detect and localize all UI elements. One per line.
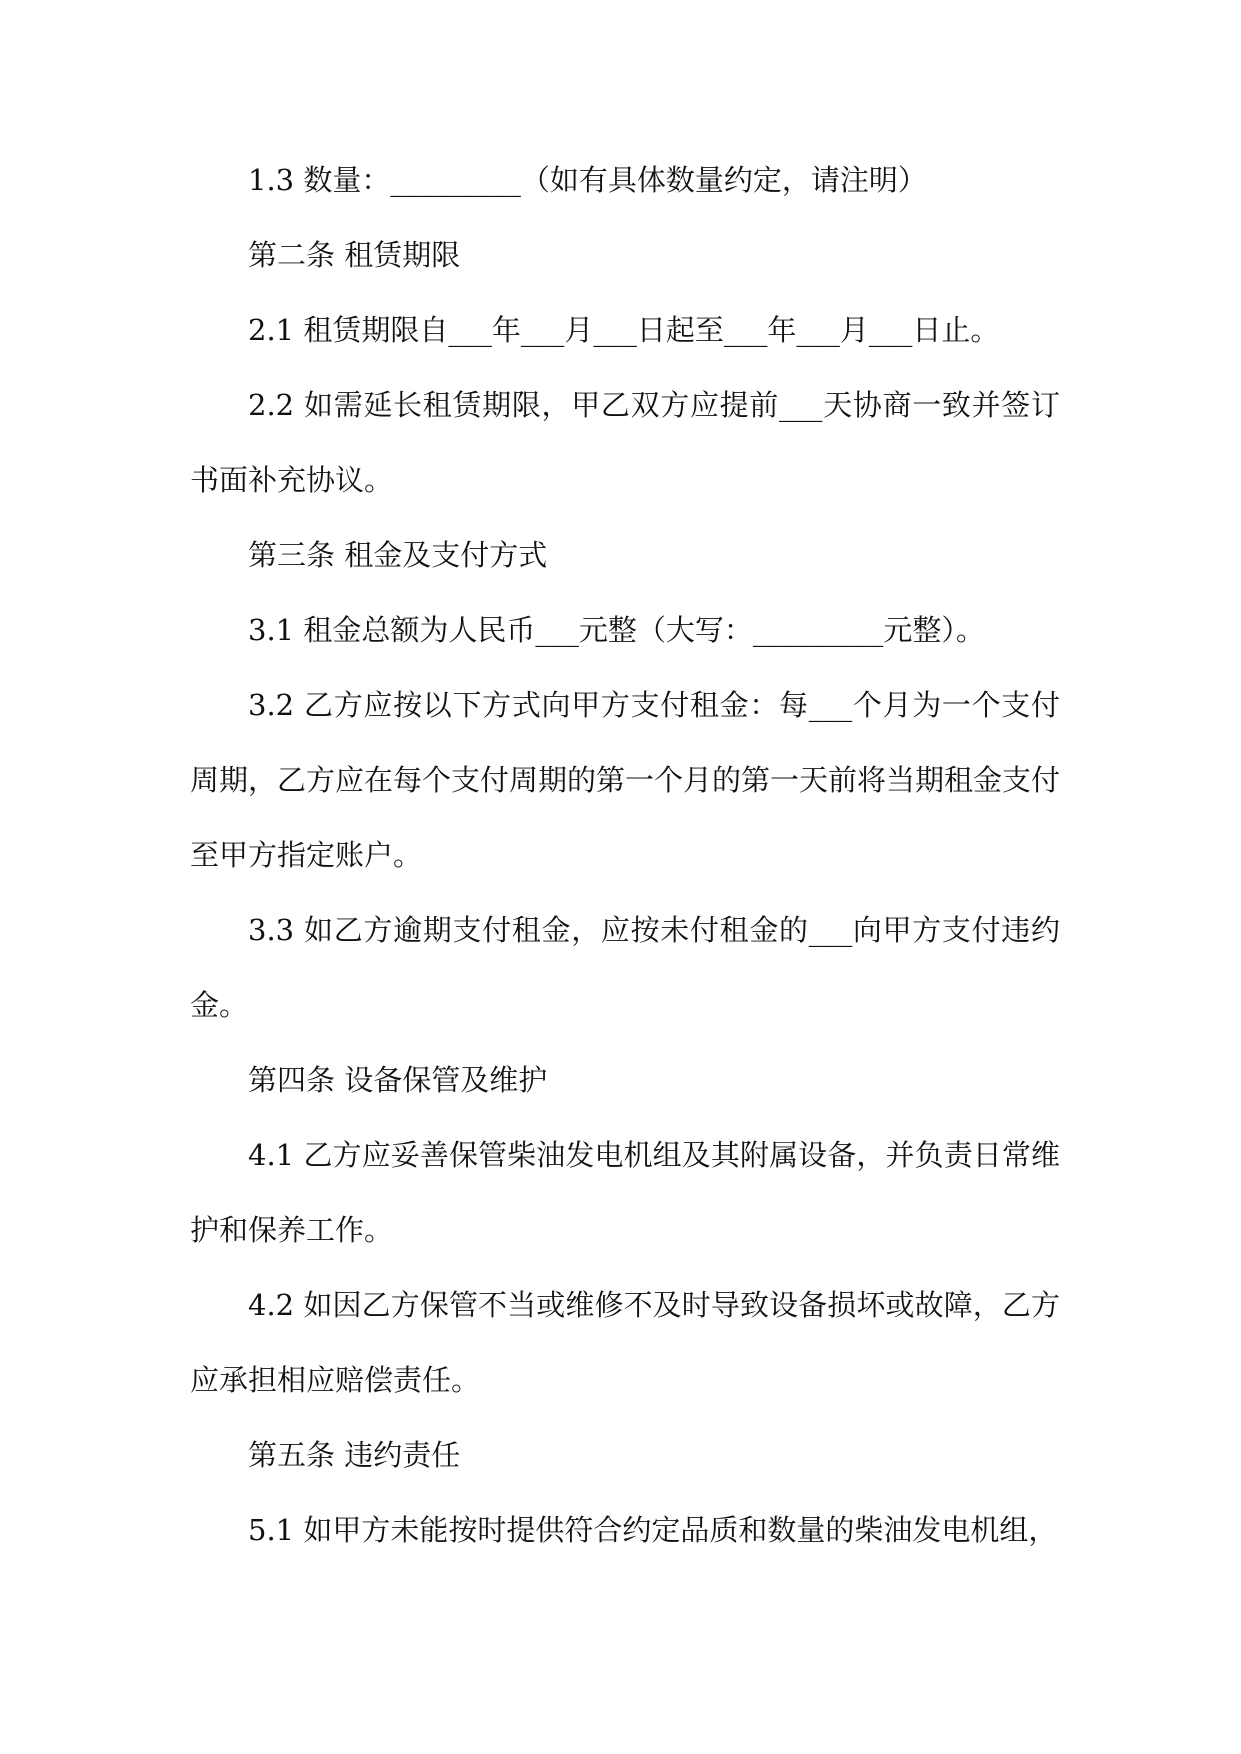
- document-body: [190, 143, 1060, 1568]
- clause-3-1-total-rent: 3.1 租金总额为人民币___元整（大写：_________元整）。: [248, 613, 985, 647]
- clause-4-2-damage-liability: 4.2 如因乙方保管不当或维修不及时导致设备损坏或故障，乙方应承担相应赔偿责任。: [190, 1288, 1060, 1397]
- article-2-heading: 第二条 租赁期限: [248, 238, 461, 272]
- clause-3-2-payment-method: 3.2 乙方应按以下方式向甲方支付租金：每___个月为一个支付周期，乙方应在每个支付周期的第一个月的第一天前将当期租金支付至甲方指定账户。: [190, 688, 1061, 872]
- clause-1-3-quantity: 1.3 数量：_________（如有具体数量约定，请注明）: [248, 163, 927, 197]
- clause-2-1-lease-term: 2.1 租赁期限自___年___月___日起至___年___月___日止。: [248, 313, 1000, 347]
- clause-5-1-breach: 5.1 如甲方未能按时提供符合约定品质和数量的柴油发电机组，: [248, 1513, 1058, 1547]
- article-4-heading: 第四条 设备保管及维护: [248, 1063, 548, 1097]
- clause-4-1-custody: 4.1 乙方应妥善保管柴油发电机组及其附属设备，并负责日常维护和保养工作。: [190, 1138, 1060, 1247]
- clause-3-3-late-payment: 3.3 如乙方逾期支付租金，应按未付租金的___向甲方支付违约金。: [190, 913, 1060, 1022]
- article-3-heading: 第三条 租金及支付方式: [248, 538, 548, 572]
- clause-2-2-extension: 2.2 如需延长租赁期限，甲乙双方应提前___天协商一致并签订书面补充协议。: [190, 388, 1060, 497]
- article-5-heading: 第五条 违约责任: [248, 1438, 461, 1472]
